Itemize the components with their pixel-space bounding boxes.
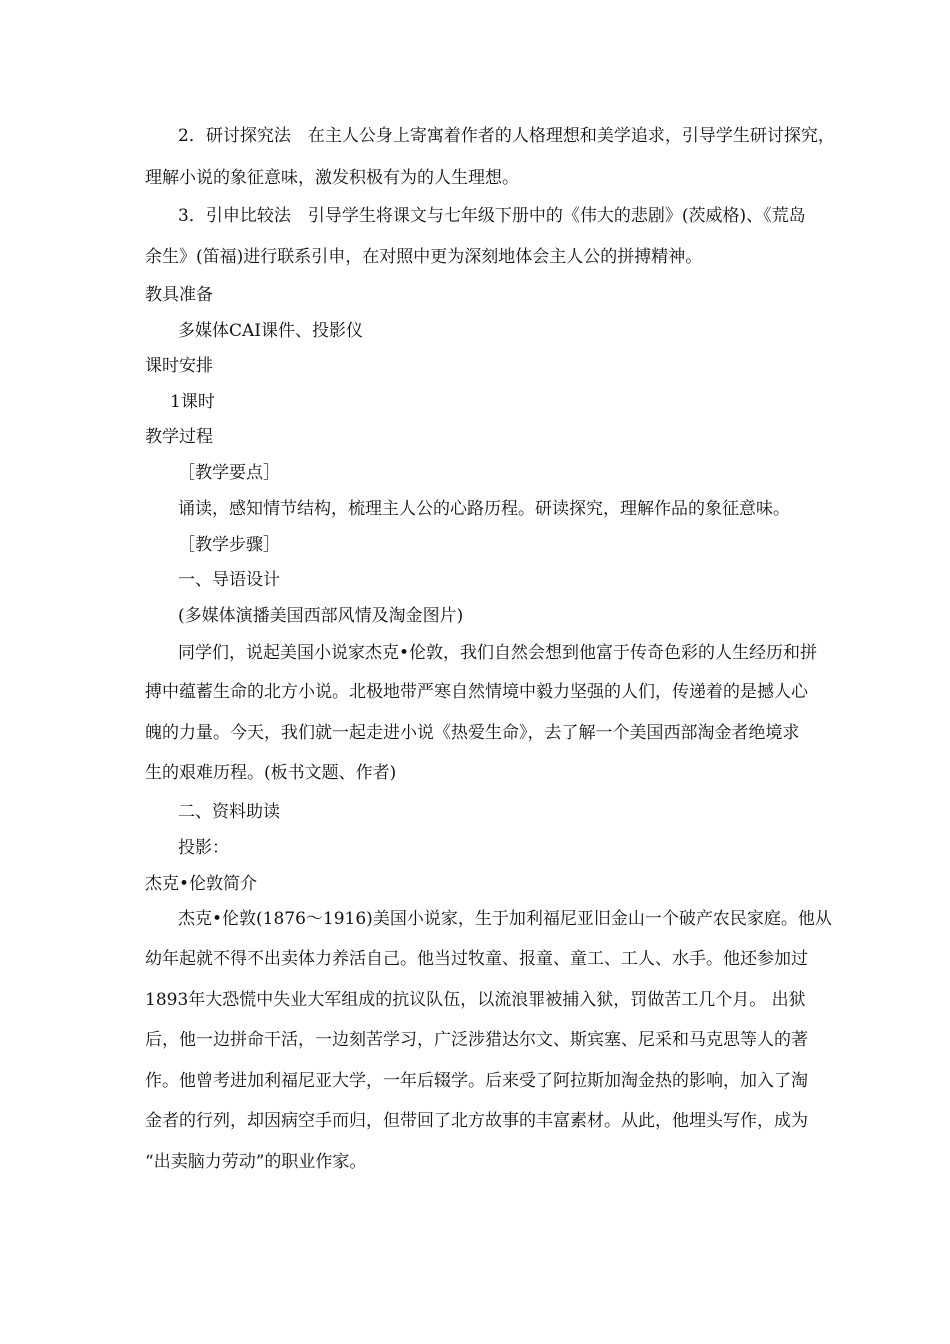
text-line: 2．研讨探究法 在主人公身上寄寓着作者的人格理想和美学追求，引导学生研讨探究，	[178, 126, 835, 146]
text-line: 1课时	[170, 392, 215, 412]
text-line: 投影：	[178, 838, 229, 858]
text-line: 同学们，说起美国小说家杰克•伦敦，我们自然会想到他富于传奇色彩的人生经历和拼	[178, 643, 818, 663]
text-line: 搏中蕴蓄生命的北方小说。北极地带严寒自然情境中毅力坚强的人们，传递着的是撼人心	[145, 682, 808, 702]
section-heading: 课时安排	[145, 356, 213, 376]
text-line: 一、导语设计	[178, 570, 280, 590]
text-line: 杰克•伦敦(1876～1916)美国小说家，生于加利福尼亚旧金山一个破产农民家庭。他从	[178, 909, 832, 929]
text-line: 余生》(笛福)进行联系引申，在对照中更为深刻地体会主人公的拼搏精神。	[145, 247, 703, 267]
text-line: 金者的行列，却因病空手而归，但带回了北方故事的丰富素材。从此，他埋头写作，成为	[145, 1111, 808, 1131]
text-line: 后，他一边拼命干活，一边刻苦学习，广泛涉猎达尔文、斯宾塞、尼采和马克思等人的著	[145, 1030, 808, 1050]
text-line: 作。他曾考进加利福尼亚大学，一年后辍学。后来受了阿拉斯加淘金热的影响，加入了淘	[145, 1071, 808, 1091]
subsection-heading: ［教学步骤］	[178, 535, 280, 555]
text-line: (多媒体演播美国西部风情及淘金图片)	[178, 606, 464, 626]
text-line: 二、资料助读	[178, 802, 280, 822]
text-line: 魄的力量。今天，我们就一起走进小说《热爱生命》，去了解一个美国西部淘金者绝境求	[145, 723, 800, 743]
text-line: 诵读，感知情节结构，梳理主人公的心路历程。研读探究，理解作品的象征意味。	[178, 499, 790, 519]
section-heading: 教学过程	[145, 427, 213, 447]
subsection-heading: ［教学要点］	[178, 463, 280, 483]
text-line: 1893年大恐慌中失业大军组成的抗议队伍，以流浪罪被捕入狱，罚做苦工几个月。 出狱	[145, 990, 806, 1010]
section-heading: 杰克•伦敦简介	[145, 874, 258, 894]
text-line: “出卖脑力劳动”的职业作家。	[145, 1152, 367, 1172]
section-heading: 教具准备	[145, 285, 213, 305]
text-line: 多媒体CAI课件、投影仪	[178, 321, 363, 341]
text-line: 生的艰难历程。(板书文题、作者)	[145, 763, 397, 783]
text-line: 幼年起就不得不出卖体力养活自己。他当过牧童、报童、童工、工人、水手。他还参加过	[145, 949, 808, 969]
text-line: 理解小说的象征意味，激发积极有为的人生理想。	[145, 168, 519, 188]
text-line: 3．引申比较法 引导学生将课文与七年级下册中的《伟大的悲剧》(茨威格)、《荒岛	[178, 206, 806, 226]
